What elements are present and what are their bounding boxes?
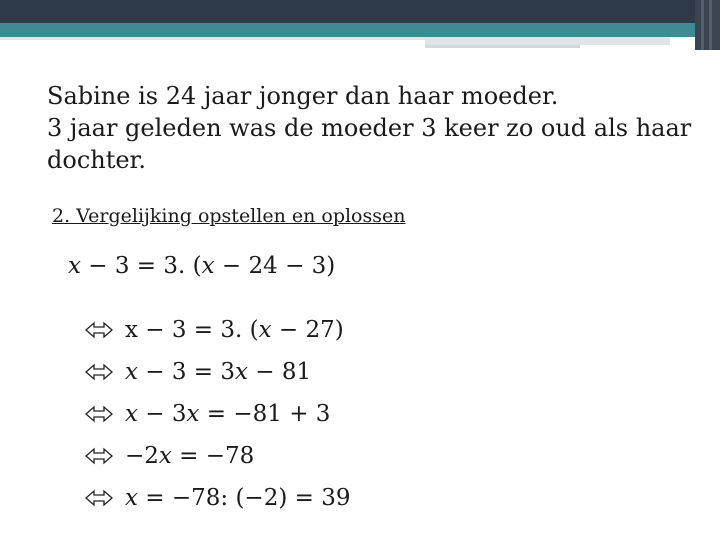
double-arrow-icon [85, 447, 113, 465]
header-bar-dark [0, 0, 695, 23]
double-arrow-icon [85, 321, 113, 339]
solution-step [85, 396, 330, 432]
step-equation: 𝑥 − 3 = 3𝑥 − 81 [125, 359, 312, 385]
problem-line: Sabine is 24 jaar jonger dan haar moeder. [47, 82, 559, 110]
step-equation: 𝑥 = −78: (−2) = 39 [125, 485, 351, 511]
step-equation: 𝑥 − 3𝑥 = −81 + 3 [125, 401, 331, 427]
double-arrow-icon [85, 363, 113, 381]
solution-step [85, 312, 344, 348]
double-arrow-icon [85, 405, 113, 423]
step-equation: x − 3 = 3. (𝑥 − 27) [125, 317, 344, 343]
header-accent-line-3 [425, 45, 580, 48]
main-equation: 𝑥 − 3 = 3. (𝑥 − 24 − 3) [68, 253, 336, 279]
header-accent-line-2 [425, 37, 670, 45]
double-arrow-icon [85, 489, 113, 507]
problem-line: 3 jaar geleden was de moeder 3 keer zo oud als haar [47, 114, 692, 142]
solution-step [85, 480, 350, 516]
problem-line: dochter. [47, 146, 147, 174]
section-title: 2. Vergelijking opstellen en oplossen [52, 205, 406, 227]
header-edge-block [695, 0, 720, 50]
step-equation: −2𝑥 = −78 [125, 443, 255, 469]
solution-step [85, 354, 311, 390]
problem-statement [47, 80, 707, 176]
header-bar-teal [0, 23, 695, 37]
solution-step [85, 438, 254, 474]
